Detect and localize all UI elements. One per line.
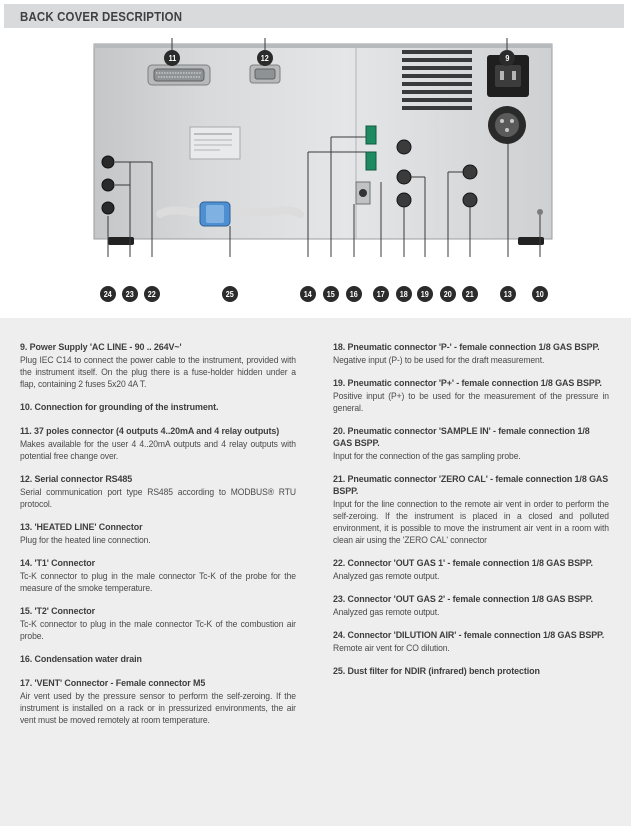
- callout-22: 22: [144, 286, 160, 302]
- item-body: Analyzed gas remote output.: [333, 571, 440, 581]
- callout-25: 25: [222, 286, 238, 302]
- instrument-drawing: [0, 0, 631, 290]
- item-title: 17. 'VENT' Connector - Female connector M5: [20, 678, 206, 689]
- description-item-23: [333, 594, 609, 618]
- item-title: 22. Connector 'OUT GAS 1' - female connection 1/8 GAS BSPP.: [333, 558, 593, 569]
- item-body: Plug IEC C14 to connect the power cable to the instrument, provided with the instrument itself. On the plug there is a fuse-holder hidden under a flap, containing 2 fuses 5x20 4A T.: [20, 355, 296, 389]
- callout-19: 19: [417, 286, 433, 302]
- item-title: 14. 'T1' Connector: [20, 558, 95, 569]
- item-title: 15. 'T2' Connector: [20, 606, 95, 617]
- rating-label: [190, 127, 240, 159]
- description-item-11: [20, 426, 296, 462]
- description-item-25: [333, 666, 609, 678]
- callout-16: 16: [346, 286, 362, 302]
- description-item-9: [20, 342, 296, 390]
- connector-37-poles: [148, 65, 210, 85]
- drain-and-vent: [356, 182, 370, 204]
- callout-10: 10: [532, 286, 548, 302]
- item-title: 13. 'HEATED LINE' Connector: [20, 522, 143, 533]
- callout-24: 24: [100, 286, 116, 302]
- item-body: Tc-K connector to plug in the male connector Tc-K of the probe for the measure of the smoke temperature.: [20, 571, 296, 593]
- item-body: Air vent used by the pressure sensor to perform the self-zeroing. If the instrument is installed on a rack or in pressurized environments, the air vent must be moved remotely at room temperature.: [20, 691, 296, 725]
- description-item-24: [333, 630, 609, 654]
- ground-terminal: [537, 209, 543, 215]
- description-item-14: [20, 558, 296, 594]
- left-description-column: [20, 342, 296, 738]
- callout-18: 18: [396, 286, 412, 302]
- description-item-12: [20, 474, 296, 510]
- callout-15: 15: [323, 286, 339, 302]
- item-body: Serial communication port type RS485 according to MODBUS® RTU protocol.: [20, 487, 296, 509]
- item-body: Input for the connection of the gas sampling probe.: [333, 451, 521, 461]
- back-cover-figure: [0, 28, 631, 318]
- item-title: 25. Dust filter for NDIR (infrared) bench protection: [333, 666, 540, 677]
- item-title: 21. Pneumatic connector 'ZERO CAL' - female connection 1/8 GAS BSPP.: [333, 474, 609, 497]
- callout-23: 23: [122, 286, 138, 302]
- callout-21: 21: [462, 286, 478, 302]
- item-body: Positive input (P+) to be used for the measurement of the pressure in general.: [333, 391, 609, 413]
- description-item-13: [20, 522, 296, 546]
- callout-14: 14: [300, 286, 316, 302]
- item-body: Input for the line connection to the remote air vent in order to perform the self-zeroing. If the instrument is placed in a closed and polluted environment, it is possible to move the instrument air vent in a room with clean air using the 'ZERO CAL' connector: [333, 499, 609, 545]
- callout-9: 9: [499, 50, 515, 66]
- item-title: 19. Pneumatic connector 'P+' - female connection 1/8 GAS BSPP.: [333, 378, 602, 389]
- item-body: Makes available for the user 4 4..20mA outputs and 4 relay outputs with potential free change over.: [20, 439, 296, 461]
- left-gas-connectors: [102, 156, 114, 214]
- description-item-22: [333, 558, 609, 582]
- section-title: BACK COVER DESCRIPTION: [20, 9, 183, 24]
- description-item-18: [333, 342, 609, 366]
- item-title: 20. Pneumatic connector 'SAMPLE IN' - female connection 1/8 GAS BSPP.: [333, 426, 590, 449]
- description-item-20: [333, 426, 609, 462]
- callout-17: 17: [373, 286, 389, 302]
- right-description-column: [333, 342, 609, 690]
- item-title: 16. Condensation water drain: [20, 654, 142, 665]
- item-title: 23. Connector 'OUT GAS 2' - female connection 1/8 GAS BSPP.: [333, 594, 593, 605]
- item-title: 9. Power Supply 'AC LINE - 90 .. 264V~': [20, 342, 182, 353]
- description-item-10: [20, 402, 296, 414]
- instrument-top-edge: [94, 44, 552, 48]
- description-item-17: [20, 678, 296, 726]
- callout-12: 12: [257, 50, 273, 66]
- item-title: 10. Connection for grounding of the instrument.: [20, 402, 219, 413]
- item-body: Tc-K connector to plug in the male connector Tc-K of the combustion air probe.: [20, 619, 296, 641]
- item-title: 11. 37 poles connector (4 outputs 4..20mA and 4 relay outputs): [20, 426, 280, 437]
- item-body: Plug for the heated line connection.: [20, 535, 151, 545]
- heated-line-connector: [488, 106, 526, 144]
- item-body: Negative input (P-) to be used for the draft measurement.: [333, 355, 545, 365]
- item-body: Remote air vent for CO dilution.: [333, 643, 450, 653]
- callout-20: 20: [440, 286, 456, 302]
- item-title: 24. Connector 'DILUTION AIR' - female connection 1/8 GAS BSPP.: [333, 630, 605, 641]
- description-item-21: [333, 474, 609, 546]
- connector-rs485: [250, 65, 280, 83]
- callout-13: 13: [500, 286, 516, 302]
- description-item-15: [20, 606, 296, 642]
- item-body: Analyzed gas remote output.: [333, 607, 440, 617]
- description-item-19: [333, 378, 609, 414]
- item-title: 12. Serial connector RS485: [20, 474, 133, 485]
- callout-11: 11: [164, 50, 180, 66]
- item-title: 18. Pneumatic connector 'P-' - female connection 1/8 GAS BSPP.: [333, 342, 600, 353]
- description-item-16: [20, 654, 296, 666]
